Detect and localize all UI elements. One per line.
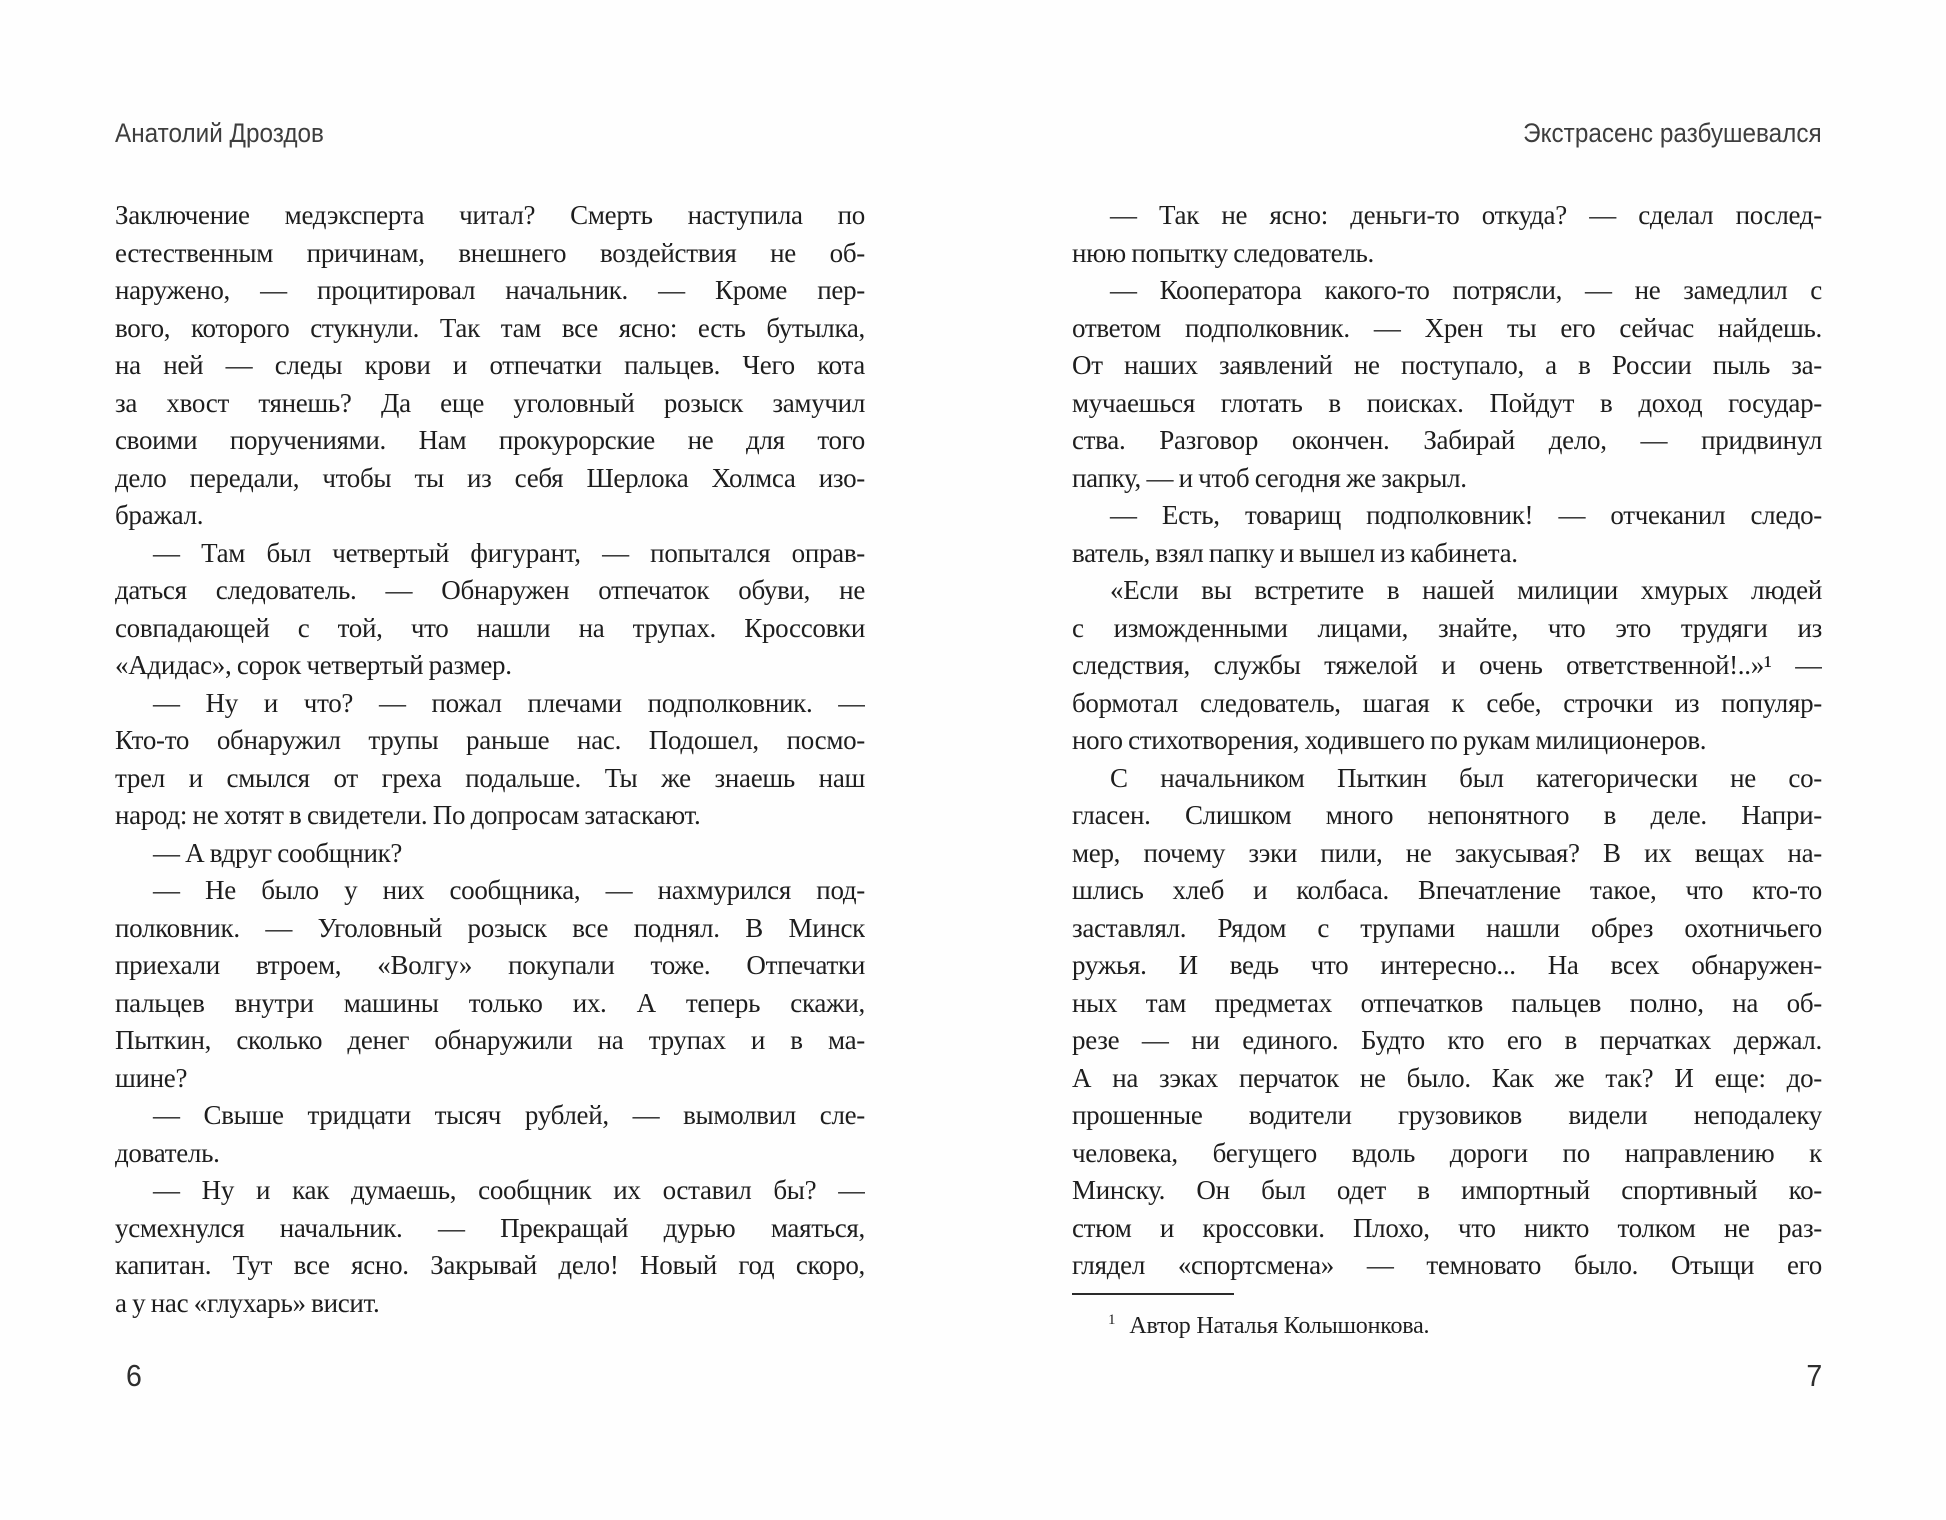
text-line: А на зэках перчаток не было. Как же так? И еще: до- (1072, 1062, 1822, 1093)
text-line: ружья. И ведь что интересно... На всех обнаружен- (1072, 950, 1822, 980)
text-line: приехали втроем, «Волгу» покупали тоже. Отпечатки (115, 950, 865, 980)
text-line: — Там был четвертый фигурант, — попытался оправ- (153, 537, 865, 568)
paragraph (115, 1097, 865, 1172)
paragraph (115, 1172, 865, 1322)
text-line: ответом подполковник. — Хрен ты его сейчас найдешь. (1072, 312, 1822, 343)
page-number-left: 6 (126, 1358, 142, 1393)
text-line: вого, которого стукнули. Так там все ясно: есть бутылка, (115, 312, 865, 343)
text-line: народ: не хотят в свидетели. По допросам затаскают. (115, 800, 701, 830)
text-line: на ней — следы крови и отпечатки пальцев. Чего кота (115, 350, 865, 380)
text-line: ства. Разговор окончен. Забирай дело, — придвинул (1072, 425, 1822, 455)
paragraph (1072, 272, 1822, 497)
paragraph (115, 872, 865, 1097)
running-head-title: Экстрасенс разбушевался (1523, 118, 1822, 148)
text-line: Заключение медэксперта читал? Смерть наступила по (115, 200, 865, 230)
text-line: заставлял. Рядом с трупами нашли обрез охотничьего (1072, 912, 1822, 943)
text-line: С начальником Пыткин был категорически не со- (1110, 762, 1822, 793)
text-line: дело передали, чтобы ты из себя Шерлока Холмса изо- (115, 462, 865, 493)
text-line: От наших заявлений не поступало, а в России пыль за- (1072, 350, 1822, 380)
text-line: Пыткин, сколько денег обнаружили на трупах и в ма- (115, 1025, 865, 1055)
paragraph (115, 835, 865, 873)
text-line: — Есть, товарищ подполковник! — отчеканил следо- (1110, 500, 1822, 530)
text-line: ного стихотворения, ходившего по рукам милиционеров. (1072, 725, 1707, 755)
text-line: а у нас «глухарь» висит. (115, 1287, 380, 1318)
text-line: дователь. (115, 1137, 220, 1168)
text-line: прошенные водители грузовиков видели неподалеку (1072, 1100, 1822, 1130)
text-line: — Свыше тридцати тысяч рублей, — вымолвил сле- (153, 1100, 865, 1130)
text-line: — Ну и что? — пожал плечами подполковник. — (153, 687, 865, 718)
text-line: следствия, службы тяжелой и очень ответственной!..»¹ — (1072, 650, 1822, 680)
text-line: своими поручениями. Нам прокурорские не для того (115, 425, 865, 455)
text-line: даться следователь. — Обнаружен отпечаток обуви, не (115, 575, 865, 605)
paragraph (1072, 572, 1822, 760)
paragraph (1072, 760, 1822, 1285)
text-line: стюм и кроссовки. Плохо, что никто толком не раз- (1072, 1212, 1822, 1243)
footnote-divider (1072, 1293, 1234, 1295)
text-line: ных там предметах отпечатков пальцев полно, на об- (1072, 987, 1822, 1018)
text-line: человека, бегущего вдоль дороги по направлению к (1072, 1137, 1822, 1168)
text-line: Кто-то обнаружил трупы раньше нас. Подошел, посмо- (115, 725, 865, 755)
text-line: полковник. — Уголовный розыск все поднял. В Минск (115, 912, 865, 943)
text-line: — Ну и как думаешь, сообщник их оставил бы? — (153, 1175, 865, 1205)
text-line: — А вдруг сообщник? (153, 837, 403, 868)
text-line: усмехнулся начальник. — Прекращай дурью маяться, (115, 1212, 865, 1243)
text-line: с изможденными лицами, знайте, что это трудяги из (1072, 612, 1822, 643)
text-line: бражал. (115, 500, 204, 530)
running-head-author: Анатолий Дроздов (115, 118, 324, 148)
text-line: — Не было у них сообщника, — нахмурился под- (153, 875, 865, 905)
text-line: наружено, — процитировал начальник. — Кроме пер- (115, 275, 865, 305)
text-line: мер, почему зэки пили, не закусывая? В их вещах на- (1072, 837, 1822, 868)
text-line: «Адидас», сорок четвертый размер. (115, 650, 512, 680)
left-page-body (115, 197, 865, 1322)
text-line: Минску. Он был одет в импортный спортивный ко- (1072, 1175, 1822, 1205)
text-line: папку, — и чтоб сегодня же закрыл. (1072, 462, 1467, 493)
text-line: пальцев внутри машины только их. А теперь скажи, (115, 987, 865, 1018)
paragraph (115, 535, 865, 685)
text-line: бормотал следователь, шагая к себе, строчки из популяр- (1072, 687, 1822, 718)
footnote-marker: 1 (1108, 1312, 1116, 1328)
text-line: — Кооператора какого-то потрясли, — не замедлил с (1110, 275, 1822, 305)
text-line: шлись хлеб и колбаса. Впечатление такое, что кто-то (1072, 875, 1822, 905)
page-number-right: 7 (1806, 1358, 1822, 1393)
text-line: ватель, взял папку и вышел из кабинета. (1072, 537, 1518, 568)
text-line: мучаешься глотать в поисках. Пойдут в доход государ- (1072, 387, 1822, 418)
text-line: шине? (115, 1062, 188, 1093)
text-line: глядел «спортсмена» — темновато было. Отыщи его (1072, 1250, 1822, 1280)
text-line: совпадающей с той, что нашли на трупах. Кроссовки (115, 612, 865, 643)
text-line: за хвост тянешь? Да еще уголовный розыск замучил (115, 387, 865, 418)
paragraph (1072, 497, 1822, 572)
footnote-text-content: Автор Наталья Колышонкова. (1129, 1313, 1430, 1339)
text-line: — Так не ясно: деньги-то откуда? — сделал послед- (1110, 200, 1822, 230)
text-line: естественным причинам, внешнего воздействия не об- (115, 237, 865, 268)
paragraph (115, 685, 865, 835)
footnote (1072, 1293, 1822, 1341)
text-line: нюю попытку следователь. (1072, 237, 1374, 268)
right-page-body (1072, 197, 1822, 1285)
footnote-text (1072, 1305, 1822, 1341)
paragraph (1072, 197, 1822, 272)
text-line: «Если вы встретите в нашей милиции хмурых людей (1110, 575, 1822, 605)
paragraph (115, 197, 865, 535)
text-line: гласен. Слишком много непонятного в деле. Напри- (1072, 800, 1822, 830)
text-line: трел и смылся от греха подальше. Ты же знаешь наш (115, 762, 865, 793)
text-line: капитан. Тут все ясно. Закрывай дело! Новый год скоро, (115, 1250, 865, 1280)
text-line: резе — ни единого. Будто кто его в перчатках держал. (1072, 1025, 1822, 1055)
